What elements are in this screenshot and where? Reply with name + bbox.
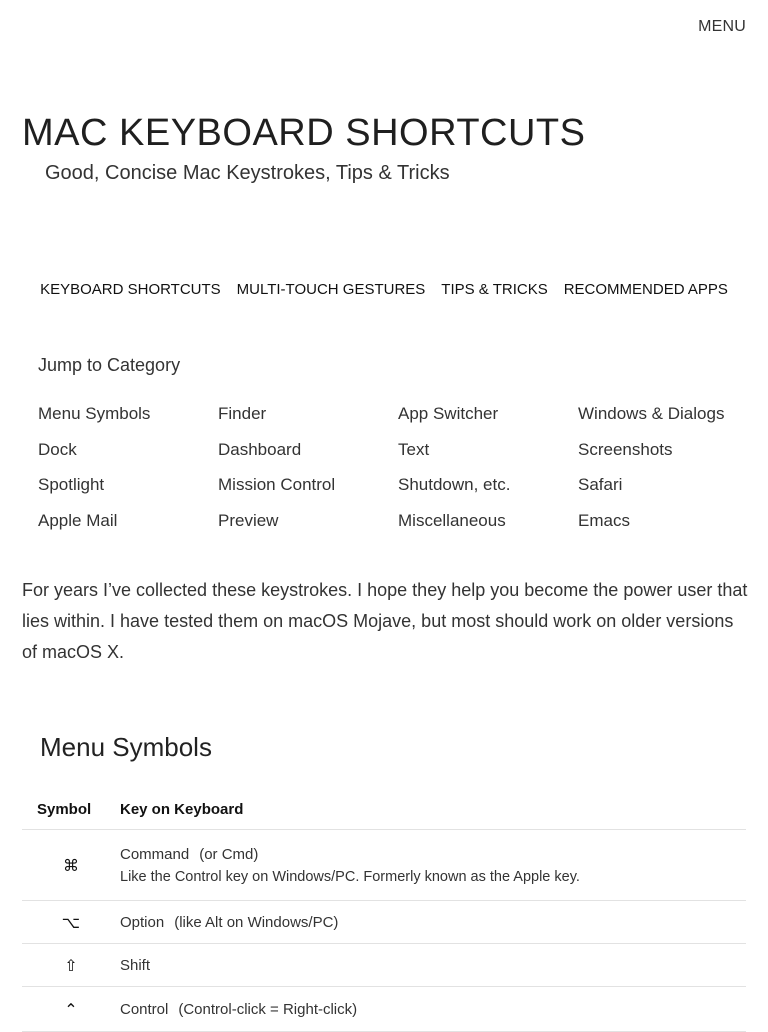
category-link[interactable]: Spotlight bbox=[38, 475, 105, 495]
table-row bbox=[22, 944, 746, 987]
category-link[interactable]: Apple Mail bbox=[38, 511, 118, 531]
category-link[interactable]: Menu Symbols bbox=[38, 404, 151, 423]
category-link[interactable]: Dock bbox=[38, 439, 77, 459]
key-note: (like Alt on Windows/PC) bbox=[174, 913, 339, 931]
category-link[interactable]: Windows & Dialogs bbox=[578, 404, 725, 423]
option-symbol: ⌥ bbox=[22, 901, 120, 944]
category-link[interactable]: Screenshots bbox=[578, 439, 673, 459]
key-name: Command bbox=[120, 845, 190, 863]
category-link[interactable]: Preview bbox=[218, 511, 279, 531]
control-symbol: ⌃ bbox=[22, 987, 120, 1032]
category-link[interactable]: Emacs bbox=[578, 511, 630, 531]
site-title[interactable]: MAC KEYBOARD SHORTCUTS bbox=[22, 112, 586, 154]
table-header-row bbox=[22, 789, 746, 830]
nav-keyboard-shortcuts[interactable]: KEYBOARD SHORTCUTS bbox=[40, 281, 221, 298]
key-name: Control bbox=[120, 1000, 169, 1018]
key-name: Option bbox=[120, 913, 165, 931]
key-description: Like the Control key on Windows/PC. Formerly known as the Apple key. bbox=[120, 868, 580, 885]
nav-tips-tricks[interactable]: TIPS & TRICKS bbox=[441, 281, 548, 298]
key-name: Shift bbox=[120, 956, 151, 974]
category-link[interactable]: Miscellaneous bbox=[398, 511, 506, 531]
jump-to-category-heading: Jump to Category bbox=[38, 355, 181, 375]
menu-symbols-table bbox=[22, 789, 746, 1032]
category-link[interactable]: Finder bbox=[218, 404, 267, 423]
nav-recommended-apps[interactable]: RECOMMENDED APPS bbox=[563, 281, 728, 298]
table-row bbox=[22, 830, 746, 901]
column-header-symbol: Symbol bbox=[22, 789, 120, 830]
key-cell bbox=[120, 987, 746, 1032]
site-tagline: Good, Concise Mac Keystrokes, Tips & Tricks bbox=[45, 162, 450, 184]
key-note: (or Cmd) bbox=[199, 845, 259, 863]
intro-paragraph: For years I’ve collected these keystrokes. I hope they help you become the power user that lies within. I have tested them on macOS Mojave, but most should work on older versions of macOS X. bbox=[22, 580, 748, 662]
category-link[interactable]: App Switcher bbox=[398, 404, 499, 423]
key-cell bbox=[120, 901, 746, 944]
category-link[interactable]: Safari bbox=[578, 475, 623, 495]
category-link[interactable]: Shutdown, etc. bbox=[398, 475, 511, 495]
category-grid bbox=[38, 404, 758, 547]
category-link[interactable]: Mission Control bbox=[218, 475, 336, 495]
menu-button[interactable]: MENU bbox=[698, 18, 746, 35]
key-cell bbox=[120, 830, 746, 901]
command-symbol: ⌘ bbox=[22, 830, 120, 901]
column-header-key: Key on Keyboard bbox=[120, 789, 746, 830]
category-link[interactable]: Text bbox=[398, 439, 430, 459]
main-nav bbox=[0, 281, 768, 298]
table-row bbox=[22, 901, 746, 944]
table-row bbox=[22, 987, 746, 1032]
section-title-menu-symbols: Menu Symbols bbox=[40, 732, 212, 762]
shift-symbol: ⇧ bbox=[22, 944, 120, 987]
key-note: (Control-click = Right-click) bbox=[178, 1000, 358, 1018]
category-link[interactable]: Dashboard bbox=[218, 439, 302, 459]
nav-multi-touch-gestures[interactable]: MULTI-TOUCH GESTURES bbox=[236, 281, 426, 298]
key-cell bbox=[120, 944, 746, 987]
